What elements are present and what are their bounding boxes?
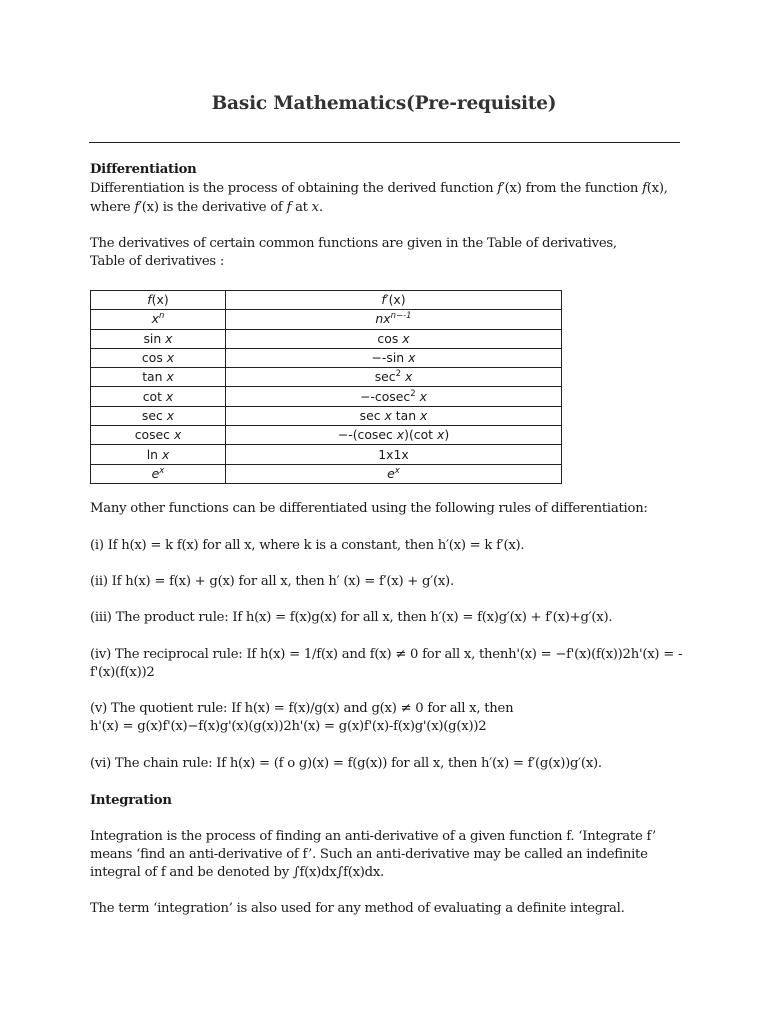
rule-reciprocal-line1: (iv) The reciprocal rule: If h(x) = 1/f(x) and f(x) ≠ 0 for all x, thenh'(x) = −f'(x)(f(x))2h'(x) = - (90, 647, 683, 662)
table-row (91, 445, 562, 464)
function-cell: $e^x$ (91, 464, 226, 483)
header-function: f(x) (91, 291, 226, 310)
function-cell: cos x (91, 348, 226, 367)
table-row (91, 426, 562, 445)
differentiation-definition-line1: Differentiation is the process of obtaining the derived function f′(x) from the function f(x), (90, 181, 668, 196)
table-intro-line1: The derivatives of certain common functions are given in the Table of derivatives, (90, 236, 617, 251)
table-row (91, 348, 562, 367)
integration-paragraph-line2: means ‘find an anti-derivative of f’. Such an anti-derivative may be called an indefinite (90, 847, 648, 862)
derivative-cell: $e^x$ (226, 464, 562, 483)
table-row (91, 329, 562, 348)
derivative-cell: sec x tan x (226, 406, 562, 425)
differentiation-definition-line2: where f′(x) is the derivative of f at x. (90, 200, 323, 215)
table-row (91, 387, 562, 406)
function-cell: ln x (91, 445, 226, 464)
derivative-cell: 1x1x (226, 445, 562, 464)
table-row (91, 464, 562, 483)
rule-sum: (ii) If h(x) = f(x) + g(x) for all x, then h′ (x) = f′(x) + g′(x). (90, 574, 454, 589)
rule-chain: (vi) The chain rule: If h(x) = (f o g)(x) = f(g(x)) for all x, then h′(x) = f′(g(x))g′(x). (90, 756, 602, 771)
integration-paragraph-line3: integral of f and be denoted by ∫f(x)dx∫f(x)dx. (90, 865, 385, 880)
function-cell: sec x (91, 406, 226, 425)
function-cell: tan x (91, 368, 226, 387)
function-cell: cot x (91, 387, 226, 406)
derivative-cell: −-sin x (226, 348, 562, 367)
rule-constant-multiple: (i) If h(x) = k f(x) for all x, where k is a constant, then h′(x) = k f′(x). (90, 538, 525, 553)
derivative-cell: cos x (226, 329, 562, 348)
table-intro-line2: Table of derivatives : (90, 254, 225, 269)
derivative-cell: $nx^{n--1}$ (226, 310, 562, 329)
function-cell: sin x (91, 329, 226, 348)
derivative-cell: $\sec^2 x$ (226, 368, 562, 387)
rule-quotient-line2: h'(x) = g(x)f'(x)−f(x)g'(x)(g(x))2h'(x) = g(x)f'(x)-f(x)g'(x)(g(x))2 (90, 719, 487, 734)
title-divider (89, 142, 680, 143)
rule-reciprocal-line2: f'(x)(f(x))2 (90, 665, 155, 680)
integration-paragraph-line1: Integration is the process of finding an anti-derivative of a given function f. ‘Integrate f’ (90, 829, 656, 844)
page-title: Basic Mathematics(Pre-requisite) (211, 93, 557, 114)
derivative-cell: −-(cosec x)(cot x) (226, 426, 562, 445)
rule-product: (iii) The product rule: If h(x) = f(x)g(x) for all x, then h′(x) = f(x)g′(x) + f′(x)+g′(x). (90, 610, 613, 625)
integration-paragraph2: The term ‘integration’ is also used for any method of evaluating a definite integral. (90, 901, 625, 916)
section-heading-differentiation: Differentiation (90, 162, 197, 177)
section-heading-integration: Integration (90, 793, 172, 808)
function-cell: cosec x (91, 426, 226, 445)
table-header-row (91, 291, 562, 310)
function-cell: $x^n$ (91, 310, 226, 329)
derivative-cell: −-cosec$^2$ x (226, 387, 562, 406)
rules-intro: Many other functions can be differentiated using the following rules of differentiation: (90, 501, 648, 516)
table-row (91, 310, 562, 329)
table-row (91, 406, 562, 425)
derivatives-table (90, 290, 562, 484)
header-derivative: f′(x) (226, 291, 562, 310)
table-row (91, 368, 562, 387)
rule-quotient-line1: (v) The quotient rule: If h(x) = f(x)/g(x) and g(x) ≠ 0 for all x, then (90, 701, 514, 716)
